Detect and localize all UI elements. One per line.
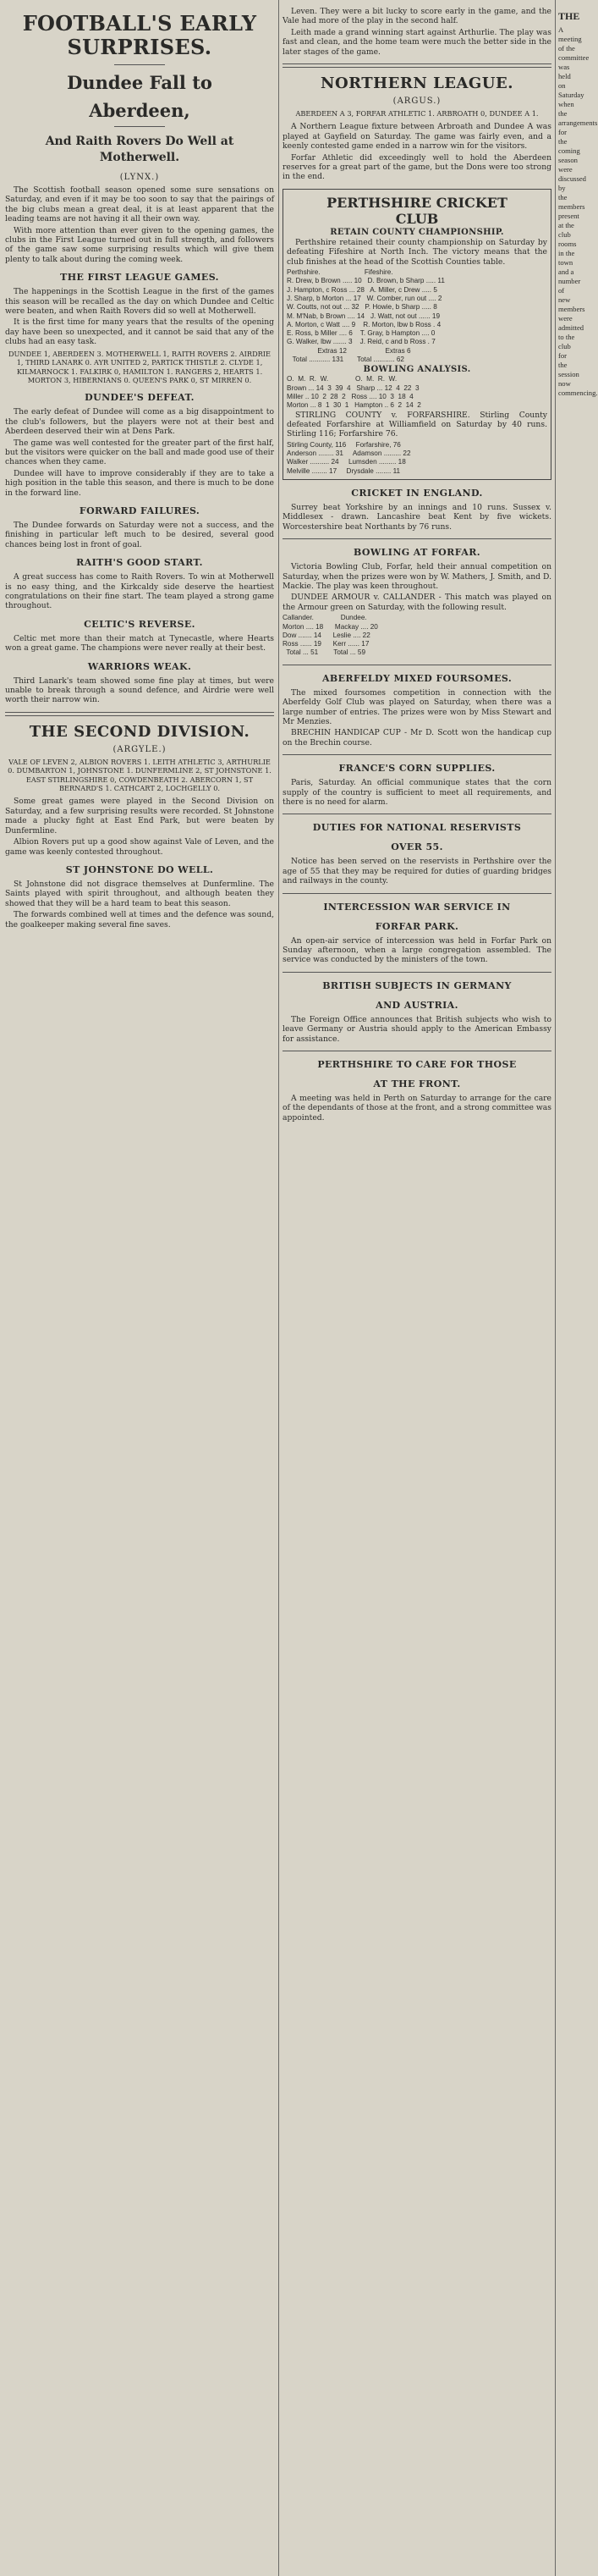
masthead <box>5 12 274 166</box>
paragraph: Dundee will have to improve considerably if they are to take a high position in the table this season, and there is much to be done in the forward line. <box>5 468 274 498</box>
paragraph: Notice has been served on the reservists in Perthshire over the age of 55 that they may be required for duties of guarding bridges and railways in the county. <box>283 857 551 886</box>
column-rule <box>278 0 279 2576</box>
paragraph: BRECHIN HANDICAP CUP - Mr D. Scott won the handicap cup on the Brechin course. <box>283 728 551 747</box>
section-heading: INTERCESSION WAR SERVICE IN <box>323 901 511 913</box>
paragraph: Leith made a grand winning start against Arthurlie. The play was fast and clean, and the home team were much the better side in the later stages of the game. <box>283 27 551 57</box>
headline-1: FOOTBALL'S EARLY <box>22 11 257 36</box>
section-heading: ST JOHNSTONE DO WELL. <box>65 863 214 875</box>
section-headline: PERTHSHIRE CRICKET <box>326 194 507 211</box>
section-heading: AND AUSTRIA. <box>376 999 458 1011</box>
section-heading: DUTIES FOR NATIONAL RESERVISTS <box>312 822 522 834</box>
scorecard: Stirling County, 116 Forfarshire, 76 Anderson ........ 31 Adamson ......... 22 Walker .......... 24 Lumsden ......... 18 Melville ........ 17 Drysdale ........ 11 <box>287 440 411 475</box>
cricket-box <box>283 189 551 480</box>
paragraph: Perthshire retained their county championship on Saturday by defeating Fifeshire at North Inch. The victory means that the club finishes at the head of the Scottish Counties table. <box>287 237 547 267</box>
section-headline: THE SECOND DIVISION. <box>29 722 250 741</box>
section-heading: PERTHSHIRE TO CARE FOR THOSE <box>317 1059 517 1070</box>
paragraph: Victoria Bowling Club, Forfar, held their annual competition on Saturday, when the prizes were won by W. Mathers, J. Smith, and D. Mackie. The play was keen throughout. <box>283 562 551 591</box>
paragraph: Paris, Saturday. An official communique states that the corn supply of the country is sufficient to meet all requirements, and there is no need for alarm. <box>283 778 551 807</box>
section-heading: FORFAR PARK. <box>375 920 459 932</box>
column-rule <box>555 0 556 2576</box>
paragraph: The mixed foursomes competition in connection with the Aberfeldy Golf Club was played on Saturday, when there was a large number of entries. The prizes were won by Miss Stewart and Mr Menzies. <box>283 687 551 726</box>
divider <box>114 126 165 127</box>
section-heading: FRANCE'S CORN SUPPLIES. <box>338 763 496 775</box>
section-heading: CRICKET IN ENGLAND. <box>351 487 483 499</box>
paragraph: The Foreign Office announces that British subjects who wish to leave Germany or Austria should apply to the American Embassy for assistance. <box>283 1014 551 1044</box>
paragraph: The happenings in the Scottish League in the first of the games this season will be recalled as the day on which Dundee and Celtic were beaten, and when Raith Rovers did so well at Motherwell. <box>5 287 274 317</box>
deck: And Raith Rovers Do Well at Motherwell. <box>45 135 234 164</box>
paragraph: The Dundee forwards on Saturday were not a success, and the finishing in particular left much to be desired, several good chances being lost in front of goal. <box>5 520 274 549</box>
section-heading: OVER 55. <box>391 841 443 853</box>
section-heading: THE FIRST LEAGUE GAMES. <box>60 272 219 284</box>
paragraph: A meeting was held in Perth on Saturday to arrange for the care of the dependants of those at the front, and a strong committee was appointed. <box>283 1094 551 1123</box>
paragraph: Celtic met more than their match at Tynecastle, where Hearts won a great game. The champions were never really at their best. <box>5 633 274 654</box>
paragraph: DUNDEE ARMOUR v. CALLANDER - This match was played on the Armour green on Saturday, with the following result. <box>283 593 551 612</box>
paragraph: The early defeat of Dundee will come as a big disappointment to the club's followers, but the players were not at their best and Aberdeen deserved their win at Dens Park. <box>5 407 274 437</box>
results-list: DUNDEE 1, ABERDEEN 3. MOTHERWELL 1, RAITH ROVERS 2. AIRDRIE 1, THIRD LANARK 0. AYR UNITED 2, PARTICK THISTLE 2. CLYDE 1, KILMARNOCK 1. FALKIRK 0, HAMILTON 1. RANGERS 2, HEARTS 1. MORTON 3, HIBERNIANS 0. QUEEN'S PARK 0, ST MIRREN 0. <box>8 349 272 384</box>
paragraph: St Johnstone did not disgrace themselves at Dunfermline. The Saints played with spirit throughout, and although beaten they showed that they will be a hard team to beat this season. <box>5 879 274 908</box>
headline-4: Aberdeen, <box>89 100 190 121</box>
section-headline: THE <box>558 10 580 22</box>
paragraph: The Scottish football season opened some sure sensations on Saturday, and even if it may be too soon to say that the pairings of the big clubs mean a great deal, it is at least apparent that the leading teams are not having it all their own way. <box>5 185 274 224</box>
paragraph: An open-air service of intercession was held in Forfar Park on Sunday afternoon, when a large congregation assembled. The service was conducted by the ministers of the town. <box>283 935 551 965</box>
paragraph: The game was well contested for the greater part of the first half, but the visitors were quicker on the ball and made good use of their chances when they came. <box>5 438 274 467</box>
bowling-table: O. M. R. W. O. M. R. W. Brown ... 14 3 39 4 Sharp ... 12 4 22 3 Miller .. 10 2 28 2 Ross .... 10 3 18 4 Morton ... 8 1 30 1 Hampton .. 6 2 14 2 <box>287 375 421 410</box>
paragraph: Forfar Athletic did exceedingly well to hold the Aberdeen reserves for a great part of the game, but the Dons were too strong in the end. <box>283 152 551 182</box>
paragraph: It is the first time for many years that the results of the opening day have been so unexpected, and it cannot be said that any of the clubs had an easy task. <box>5 317 274 347</box>
paragraph: A great success has come to Raith Rovers. To win at Motherwell is no easy thing, and the Kirkcaldy side deserve the heartiest congratulations on their fine start. The team played a strong game throughout. <box>5 572 274 611</box>
divider <box>5 712 274 716</box>
section-heading: AT THE FRONT. <box>373 1078 461 1089</box>
divider <box>283 893 551 894</box>
section-heading: BOWLING AT FORFAR. <box>354 547 480 559</box>
divider <box>283 63 551 68</box>
headline-3: Dundee Fall to <box>67 72 212 93</box>
column-1 <box>5 7 274 2570</box>
paragraph: With more attention than ever given to the opening games, the clubs in the First League turned out in full strength, and followers of the game saw some surprising results which will give them plenty to talk about during the coming week. <box>5 225 274 264</box>
results-list: VALE OF LEVEN 2, ALBION ROVERS 1. LEITH ATHLETIC 3, ARTHURLIE 0. DUMBARTON 1, JOHNSTONE 1. DUNFERMLINE 2, ST JOHNSTONE 1. EAST STIRLINGSHIRE 0, COWDENBEATH 2. ABERCORN 1, ST BERNARD'S 1. CATHCART 2, LOCHGELLY 0. <box>8 757 272 793</box>
section-heading: DUNDEE'S DEFEAT. <box>85 392 195 404</box>
section-heading: BRITISH SUBJECTS IN GERMANY <box>322 979 512 991</box>
column-2 <box>283 7 551 2570</box>
divider <box>283 972 551 973</box>
paragraph: Surrey beat Yorkshire by an innings and 10 runs. Sussex v. Middlesex - drawn. Lancashire beat Kent by five wickets. Worcestershire beat Northants by 76 runs. <box>283 502 551 532</box>
paragraph: STIRLING COUNTY v. FORFARSHIRE. Stirling County defeated Forfarshire at Williamfield on Saturday by 40 runs. Stirling 116; Forfarshire 76. <box>287 410 547 439</box>
subheading: RETAIN COUNTY CHAMPIONSHIP. <box>330 227 504 237</box>
headline-2: SURPRISES. <box>67 35 212 59</box>
byline: (LYNX.) <box>119 173 160 182</box>
scores-table: Callander. Dundee. Morton .... 18 Mackay .... 20 Dow ....... 14 Leslie .... 22 Ross ...... 19 Kerr ...... 17 Total ... 51 Total ... 59 <box>283 614 378 657</box>
scorecard: Perthshire. Fifeshire. R. Drew, b Brown ..... 10 D. Brown, b Sharp ..... 11 J. Hampton, c Ross ... 28 A. Miller, c Drew ..... 5 J. Sharp, b Morton ... 17 W. Comber, run out .... 2 W. Coutts, not out ... 32 P. Howie, b Sharp ..... 8 M. M'Nab, b Brown .... 14 J. Watt, not out ...... 19 A. Morton, c Watt .... 9 R. Morton, lbw b Ross . 4 E. Ross, b Miller .... 6 T. Gray, b Hampton .... 0 G. Walker, lbw ....... 3 J. Reid, c and b Ross . 7 Extras 12 Extras 6 Total ........... 131 Total ........... 62 <box>287 268 445 364</box>
paragraph: Some great games were played in the Second Division on Saturday, and a few surprising results were recorded. St Johnstone made a plucky fight at East End Park, but were beaten by Dunfermline. <box>5 797 274 836</box>
byline: (ARGUS.) <box>392 97 442 107</box>
section-headline: CLUB <box>395 210 439 227</box>
section-headline: NORTHERN LEAGUE. <box>321 74 513 93</box>
byline: (ARGYLE.) <box>112 744 167 754</box>
paragraph: A Northern League fixture between Arbroath and Dundee A was played at Gayfield on Saturday. The game was fairly even, and a keenly contested game ended in a narrow win for the visitors. <box>283 122 551 152</box>
section-heading: CELTIC'S REVERSE. <box>84 618 195 630</box>
results-list: ABERDEEN A 3, FORFAR ATHLETIC 1. ARBROATH 0, DUNDEE A 1. <box>295 109 539 119</box>
paragraph: A meeting of the committee was held on Saturday when the arrangements for the coming season were discussed by the members present at the club rooms in the town and a number of new members were admitted to the club for the session now commencing. <box>558 25 598 397</box>
section-heading: FORWARD FAILURES. <box>79 505 200 516</box>
section-heading: WARRIORS WEAK. <box>87 660 192 672</box>
divider <box>283 538 551 539</box>
column-3-fragment <box>558 7 598 2570</box>
divider <box>283 754 551 755</box>
paragraph: Leven. They were a bit lucky to score early in the game, and the Vale had more of the play in the second half. <box>283 7 551 26</box>
paragraph: The forwards combined well at times and the defence was sound, the goalkeeper making several fine saves. <box>5 910 274 929</box>
section-heading: RAITH'S GOOD START. <box>76 557 203 569</box>
divider <box>114 64 165 65</box>
section-heading: ABERFELDY MIXED FOURSOMES. <box>321 672 513 684</box>
paragraph: Third Lanark's team showed some fine play at times, but were unable to break through a sound defence, and Airdrie were well worth their narrow win. <box>5 676 274 705</box>
paragraph: Albion Rovers put up a good show against Vale of Leven, and the game was keenly contested throughout. <box>5 837 274 857</box>
subheading: BOWLING ANALYSIS. <box>363 365 471 375</box>
